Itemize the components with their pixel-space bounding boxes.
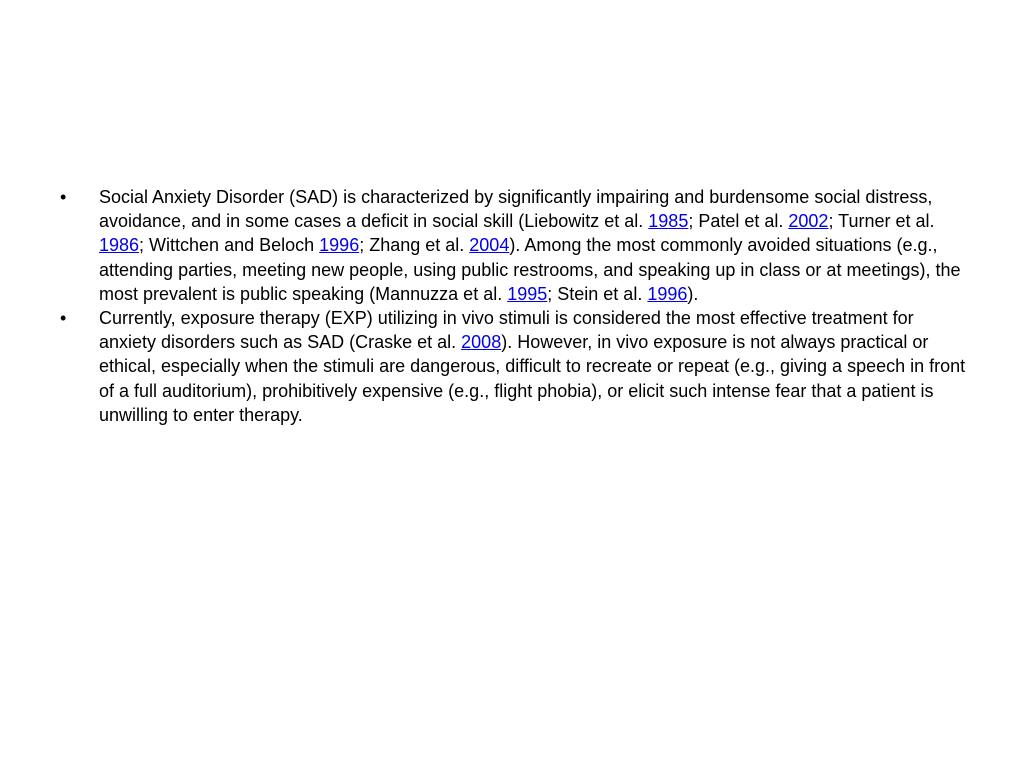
- text-segment: Social Anxiety Disorder (SAD) is characterized by significantly impairing and burdensome social distress, avoidance, and in some cases a deficit in social skill (Liebowitz et al.: [99, 187, 933, 232]
- text-segment: ; Zhang et al.: [359, 235, 470, 256]
- text-segment: ). However, in vivo exposure is not always practical or ethical, especially when the stimuli are dangerous, difficult to recreate or repeat (e.g., giving a speech in front of a full auditorium), prohibitively expensive (e.g., flight phobia), or elicit such intense fear that a patient is unwilling to enter therapy.: [99, 332, 966, 425]
- citation-link-1996-wittchen[interactable]: 1996: [319, 235, 360, 256]
- citation-link-2002[interactable]: 2002: [788, 211, 829, 232]
- text-segment: ; Patel et al.: [688, 211, 789, 232]
- bullet-marker: •: [60, 308, 67, 329]
- citation-link-1986[interactable]: 1986: [99, 235, 140, 256]
- citation-link-2004[interactable]: 2004: [469, 235, 510, 256]
- text-segment: ; Turner et al.: [828, 211, 935, 232]
- bullet-item: [60, 185, 970, 306]
- bullet-list: [60, 185, 970, 427]
- text-segment: ; Stein et al.: [547, 283, 648, 304]
- bullet-item: [60, 306, 970, 427]
- citation-link-1995[interactable]: 1995: [507, 283, 548, 304]
- citation-link-1985[interactable]: 1985: [648, 211, 689, 232]
- bullet-text: [99, 187, 961, 304]
- text-segment: ; Wittchen and Beloch: [139, 235, 320, 256]
- bullet-text: [99, 308, 965, 425]
- text-segment: ). Among the most commonly avoided situations (e.g., attending parties, meeting new people, using public restrooms, and speaking up in class or at meetings), the most prevalent is public speaking (Mannuzza et al.: [99, 235, 961, 304]
- bullet-marker: •: [60, 187, 67, 207]
- citation-link-2008[interactable]: 2008: [461, 332, 502, 353]
- text-segment: ).: [687, 283, 699, 304]
- citation-link-1996-stein[interactable]: 1996: [647, 283, 688, 304]
- text-segment: Currently, exposure therapy (EXP) utilizing in vivo stimuli is considered the most effective treatment for anxiety disorders such as SAD (Craske et al.: [99, 308, 914, 353]
